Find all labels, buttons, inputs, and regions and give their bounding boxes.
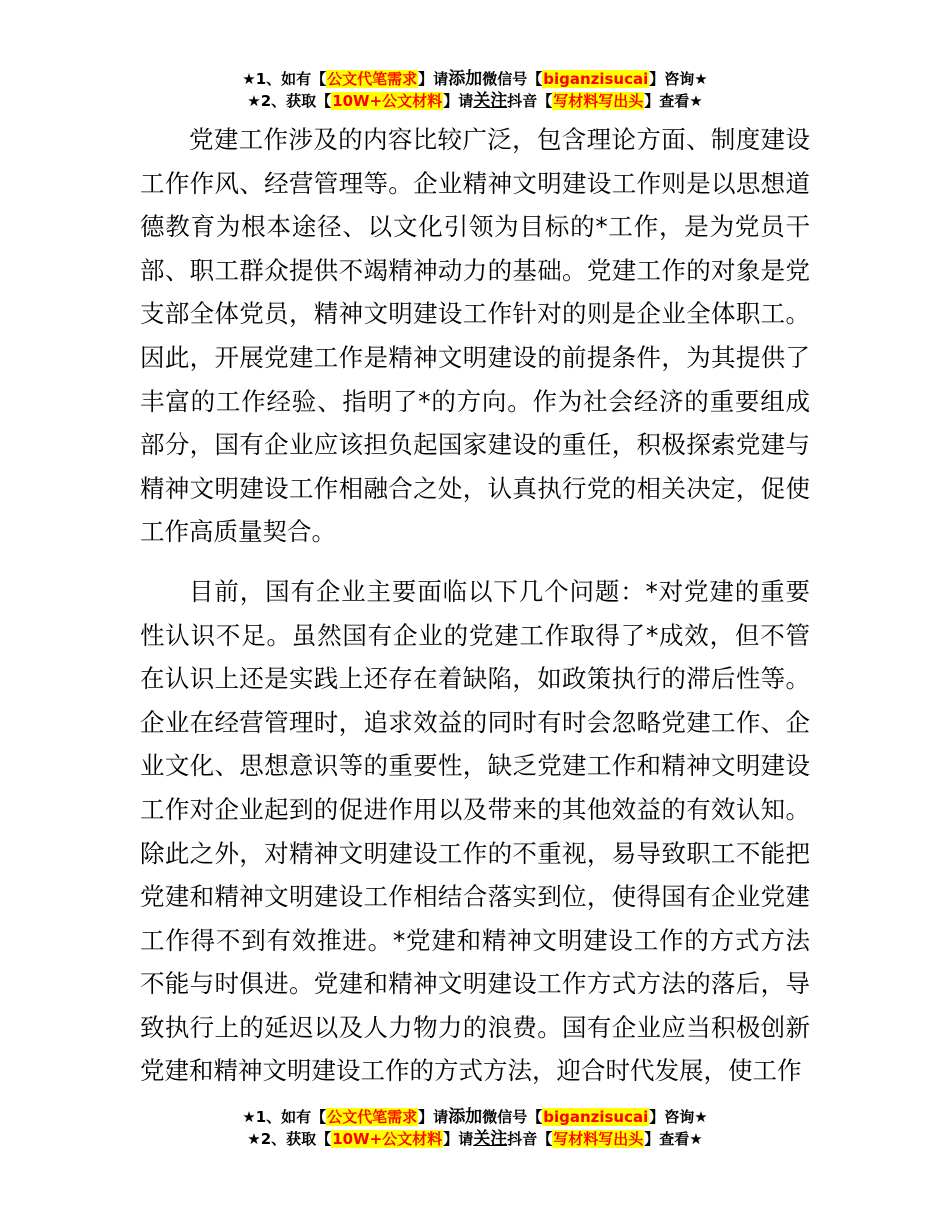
highlight-service: 公文代笔需求 [327,70,418,88]
footer-banner [0,1106,950,1150]
highlight-wechat-id: biganzisucai [543,1108,649,1126]
banner-line-1: ★1、如有【公文代笔需求】请添加微信号【biganzisucai】咨询★ [242,69,708,89]
document-body [140,118,810,1093]
highlight-materials: 10W+公文材料 [332,1130,443,1148]
highlight-douyin-account: 写材料写出头 [553,92,644,110]
banner-line-2: ★2、获取【10W+公文材料】请关注抖音【写材料写出头】查看★ [247,91,703,111]
paragraph-2: 目前，国有企业主要面临以下几个问题：*对党建的重要性认识不足。虽然国有企业的党建工作取得了*成效，但不管在认识上还是实践上还存在着缺陷，如政策执行的滞后性等。企业在经营管理时，追求效益的同时有时会忽略党建工作、企业文化、思想意识等的重要性，缺乏党建工作和精神文明建设工作对企业起到的促进作用以及带来的其他效益的有效认知。除此之外，对精神文明建设工作的不重视，易导致职工不能把党建和精神文明建设工作相结合落实到位，使得国有企业党建工作得不到有效推进。*党建和精神文明建设工作的方式方法不能与时俱进。党建和精神文明建设工作方式方法的落后，导致执行上的延迟以及人力物力的浪费。国有企业应当积极创新党建和精神文明建设工作的方式方法，迎合时代发展，使工作 [140,576,810,1086]
banner-line-1: ★1、如有【公文代笔需求】请添加微信号【biganzisucai】咨询★ [242,1107,708,1127]
highlight-service: 公文代笔需求 [327,1108,418,1126]
paragraph-1: 党建工作涉及的内容比较广泛，包含理论方面、制度建设工作作风、经营管理等。企业精神文明建设工作则是以思想道德教育为根本途径、以文化引领为目标的*工作，是为党员干部、职工群众提供不竭精神动力的基础。党建工作的对象是党支部全体党员，精神文明建设工作针对的则是企业全体职工。因此，开展党建工作是精神文明建设的前提条件，为其提供了丰富的工作经验、指明了*的方向。作为社会经济的重要组成部分，国有企业应该担负起国家建设的重任，积极探索党建与精神文明建设工作相融合之处，认真执行党的相关决定，促使工作高质量契合。 [140,125,810,547]
banner-line-2: ★2、获取【10W+公文材料】请关注抖音【写材料写出头】查看★ [247,1129,703,1149]
highlight-materials: 10W+公文材料 [332,92,443,110]
header-banner [0,68,950,112]
highlight-douyin-account: 写材料写出头 [553,1130,644,1148]
highlight-wechat-id: biganzisucai [543,70,649,88]
